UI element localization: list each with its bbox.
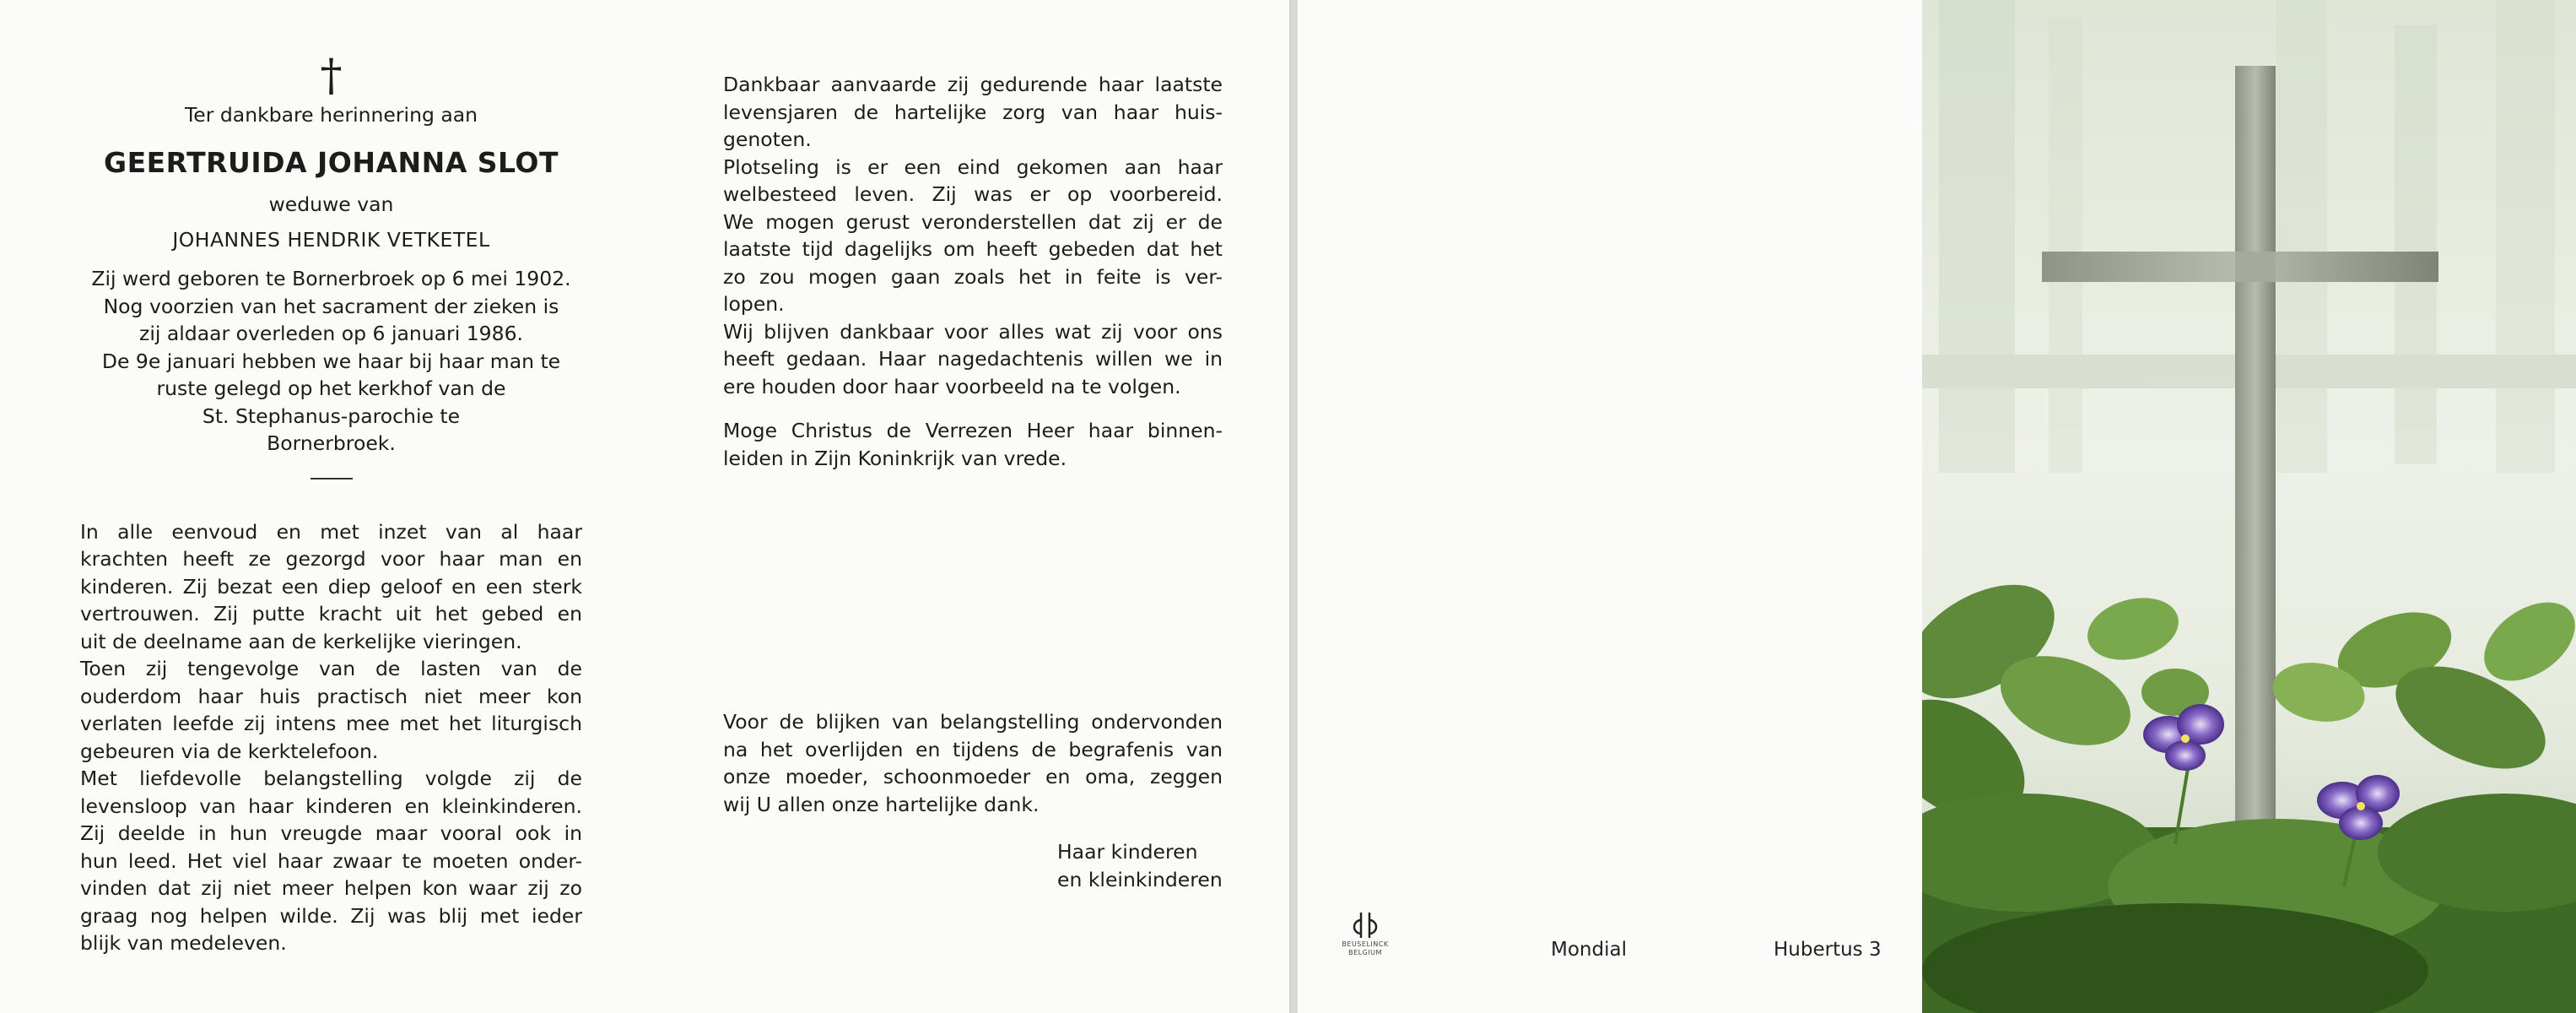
publisher-logo-icon <box>1350 910 1380 940</box>
text-line: onze moeder, schoonmoeder en oma, zeggen <box>723 765 1223 788</box>
thanks-block <box>723 708 1223 818</box>
text-line: ere houden door haar voorbeeld na te volgen. <box>723 374 1181 398</box>
card-back-panel <box>1298 0 1922 1013</box>
publisher-logo-text: BEUSELINCK BELGIUM <box>1342 940 1389 956</box>
text-line: hun leed. Het viel haar zwaar te moeten onder- <box>80 848 582 873</box>
intro-line: Ter dankbare herinnering aan <box>184 103 478 127</box>
text-line: vertrouwen. Zij putte kracht uit het gebed en <box>80 602 582 626</box>
tribute-paragraph-6 <box>723 318 1223 401</box>
text-line: Plotseling is er een eind gekomen aan haar <box>723 154 1223 179</box>
text-line: welbesteed leven. Zij was er op voorbereid. <box>723 182 1223 206</box>
text-line: blijk van medeleven. <box>80 931 287 955</box>
design-name: Hubertus 3 <box>1774 939 1882 961</box>
cross-with-violets-image <box>1922 0 2576 1013</box>
text-line: laatste tijd dagelijks om heeft gebeden dat het <box>723 237 1223 261</box>
bio-line: Zij werd geboren te Bornerbroek op 6 mei 1902. <box>91 267 571 290</box>
text-line: Met liefdevolle belangstelling volgde zij de <box>80 767 582 790</box>
right-column <box>723 71 1223 893</box>
bio-line: zij aldaar overleden op 6 januari 1986. <box>138 322 523 345</box>
text-line: Moge Christus de Verrezen Heer haar binnen- <box>723 419 1223 442</box>
tribute-paragraph-1 <box>80 518 582 656</box>
text-line: In alle eenvoud en met inzet van al haar <box>80 519 582 544</box>
text-line: Wij blijven dankbaar voor alles wat zij voor ons <box>723 319 1223 344</box>
text-line: heeft gedaan. Haar nagedachtenis willen we in <box>723 347 1223 371</box>
tribute-paragraph-2 <box>80 655 582 765</box>
tribute-paragraph-3 <box>80 765 582 957</box>
text-line: graag nog helpen wilde. Zij was blij met ieder <box>80 903 582 928</box>
text-line: na het overlijden en tijdens de begrafenis van <box>723 737 1223 761</box>
cover-photo <box>1922 0 2576 1013</box>
tribute-paragraph-5 <box>723 154 1223 318</box>
text-line: krachten heeft ze gezorgd voor haar man en <box>80 547 582 571</box>
text-line: Dankbaar aanvaarde zij gedurende haar laatste <box>723 73 1223 96</box>
text-line: Toen zij tengevolge van de lasten van de <box>80 657 582 680</box>
husband-name: JOHANNES HENDRIK VETKETEL <box>172 228 490 252</box>
bio-line: ruste gelegd op het kerkhof van de <box>156 376 506 400</box>
signature-block <box>1057 838 1223 893</box>
prayer-block <box>723 417 1223 472</box>
deceased-name: GEERTRUIDA JOHANNA SLOT <box>104 146 559 179</box>
text-line: We mogen gerust veronderstellen dat zij er de <box>723 209 1223 234</box>
text-line: uit de deelname aan de kerkelijke vieringen. <box>80 629 522 653</box>
text-line: Zij deelde in hun vreugde maar vooral ook in <box>80 821 582 845</box>
bio-line: St. Stephanus-parochie te <box>202 404 461 428</box>
text-line: kinderen. Zij bezat een diep geloof en een sterk <box>80 574 582 599</box>
text-line: lopen. <box>723 292 785 316</box>
text-line: verlaten leefde zij intens mee met het liturgisch <box>80 712 582 735</box>
series-name: Mondial <box>1551 939 1627 961</box>
publisher-logo <box>1340 910 1391 957</box>
text-line: leiden in Zijn Koninkrijk van vrede. <box>723 446 1067 470</box>
cross-icon: † <box>320 51 343 101</box>
text-line: Voor de blijken van belangstelling ondervonden <box>723 710 1223 734</box>
widow-of-line: weduwe van <box>268 192 394 216</box>
bio-line: De 9e januari hebben we haar bij haar man te <box>101 349 561 373</box>
bio-line: Bornerbroek. <box>267 431 396 455</box>
text-line: levensjaren de hartelijke zorg van haar huis- <box>723 100 1223 124</box>
signature-line: en kleinkinderen <box>1057 867 1223 891</box>
text-line: gebeuren via de kerktelefoon. <box>80 739 379 763</box>
bio-line: Nog voorzien van het sacrament der zieken is <box>103 294 559 318</box>
text-line: wij U allen onze hartelijke dank. <box>723 792 1040 816</box>
tribute-paragraph-4 <box>723 71 1223 154</box>
left-column <box>80 51 582 957</box>
text-line: ouderdom haar huis practisch niet meer kon <box>80 684 582 708</box>
text-line: vinden dat zij niet meer helpen kon waar zij zo <box>80 876 582 900</box>
biography-block <box>80 265 582 458</box>
text-line: levensloop van haar kinderen en kleinkinderen. <box>80 794 582 818</box>
signature-line: Haar kinderen <box>1057 840 1198 864</box>
text-line: genoten. <box>723 127 812 151</box>
text-line: zo zou mogen gaan zoals het in feite is ver- <box>723 264 1223 289</box>
